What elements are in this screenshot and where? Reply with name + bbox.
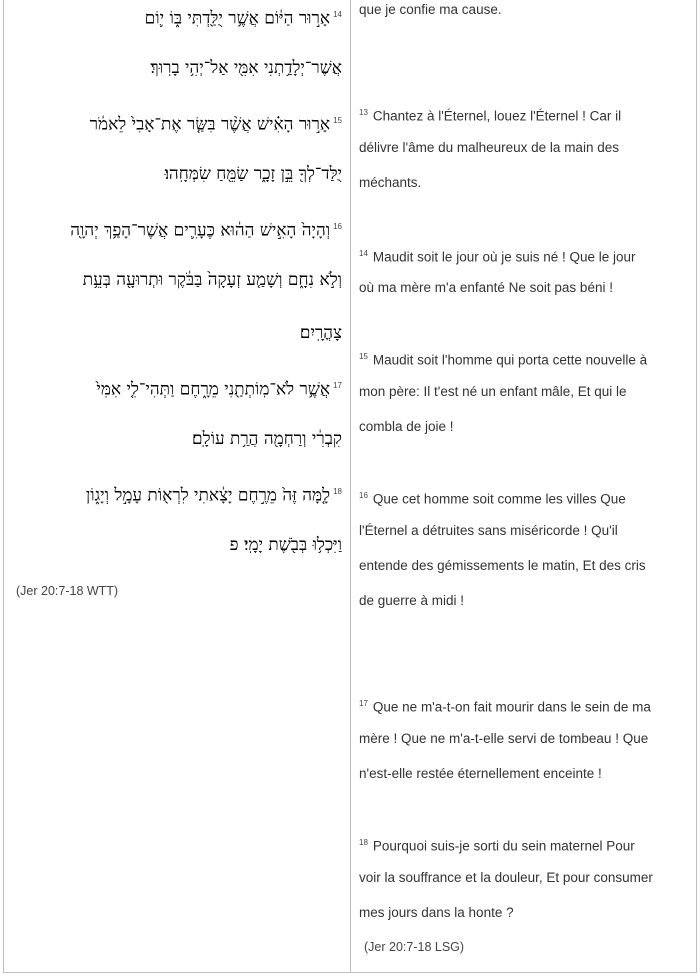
hebrew-verse-number: 17 — [333, 381, 342, 390]
french-verse-16-line-1 — [359, 486, 693, 510]
hebrew-verse-15-line-2 — [10, 161, 342, 187]
hebrew-verse-17-line-2 — [10, 426, 342, 452]
hebrew-text: וַיִּכְל֥וּ בְּבֹ֖שֶׁת יָמָֽי׃ פ — [229, 535, 342, 555]
hebrew-verse-18-line-1 — [10, 479, 342, 509]
hebrew-verse-number: 14 — [333, 10, 342, 19]
french-reference: (Jer 20:7-18 LSG) — [364, 940, 465, 954]
french-verse-14-line-1 — [359, 244, 693, 268]
french-verse-13-line-2: délivre l'âme du malheureux de la main des — [359, 140, 619, 155]
french-verse-18-line-2: voir la souffrance et la douleur, Et pour consumer — [359, 870, 653, 885]
hebrew-text: אָר֣וּר הַיּ֔וֹם אֲשֶׁ֥ר יֻלַּ֖דְתִּי בּ֑וֹ י֛וֹם — [144, 8, 331, 29]
hebrew-text: וְלֹ֣א נִחָ֑ם וְשָׁמַ֤ע זְעָקָה֙ בַּבֹּ֔קֶר וּתְרוּעָ֖ה בְּעֵ֥ת — [82, 270, 342, 290]
hebrew-reference: (Jer 20:7-18 WTT) — [16, 584, 119, 598]
french-verse-16-line-3: entende des gémissements le matin, Et des cris — [359, 558, 646, 573]
hebrew-verse-17-line-1 — [10, 373, 342, 403]
hebrew-text: אָר֣וּר הָאִ֗ישׁ אֲשֶׁ֨ר בִּשַּׂ֤ר אֶת־אָבִי֙ לֵאמֹ֔ר — [89, 114, 331, 135]
french-verse-number: 17 — [359, 699, 368, 708]
french-text: Que ne m'a-t-on fait mourir dans le sein de ma — [372, 699, 651, 715]
french-verse-number: 15 — [359, 352, 368, 361]
hebrew-text: אֲשֶׁר־יְלָדַ֥תְנִי אִמִּ֖י אַל־יְהִ֥י בָרֽוּךְ׃ — [150, 58, 342, 78]
french-verse-18-line-3: mes jours dans la honte ? — [359, 905, 514, 920]
french-verse-14-line-2: où ma mère m'a enfanté Ne soit pas béni ! — [359, 280, 613, 295]
french-text: Chantez à l'Éternel, louez l'Éternel ! Car il — [372, 108, 622, 124]
hebrew-text: קִבְרִ֔י וְרַחְמָ֖ה הֲרַ֥ת עוֹלָֽם׃ — [192, 429, 342, 449]
hebrew-text: צָהֳרָֽיִם׃ — [299, 323, 342, 343]
hebrew-verse-16-line-1 — [10, 214, 342, 244]
french-verse-number: 14 — [359, 249, 368, 258]
hebrew-verse-16-line-2 — [10, 267, 342, 293]
hebrew-verse-16-line-3 — [10, 320, 342, 346]
french-text: Pourquoi suis-je sorti du sein maternel Pour — [372, 838, 635, 854]
hebrew-text: יֻלַּד־לְךָ֖ בֵּ֣ן זָכָ֑ר שַׂמֵּ֖חַ שִׂמְּחָֽהוּ׃ — [164, 164, 342, 184]
hebrew-verse-number: 18 — [333, 487, 342, 496]
french-verse-18-line-1 — [359, 833, 693, 857]
french-verse-number: 13 — [359, 108, 368, 117]
french-verse-16-line-4: de guerre à midi ! — [359, 593, 465, 608]
french-text: Maudit soit le jour où je suis né ! Que le jour — [372, 249, 636, 265]
hebrew-verse-number: 16 — [333, 222, 342, 231]
column-divider — [350, 0, 351, 972]
french-verse-17-line-3: n'est-elle restée éternellement enceinte ! — [359, 766, 602, 781]
french-verse-number: 16 — [359, 491, 368, 500]
french-verse-13-line-1 — [359, 103, 693, 127]
french-verse-16-line-2: l'Éternel a détruites sans miséricorde ! Qu'il — [359, 523, 618, 538]
french-verse-13-line-3: méchants. — [359, 175, 422, 190]
french-verse-17-line-1 — [359, 694, 693, 718]
hebrew-text: וְהָיָה֙ הָאִ֣ישׁ הַה֔וּא כֶּעָרִ֛ים אֲשֶׁר־הָפַ֥ךְ יְהוָ֖ה — [70, 220, 331, 241]
french-verse-17-line-2: mère ! Que ne m'a-t-elle servi de tombeau ! Que — [359, 731, 649, 746]
hebrew-verse-number: 15 — [333, 116, 342, 125]
french-verse-15-line-2: mon père: Il t'est né un enfant mâle, Et qui le — [359, 384, 627, 399]
french-text: Que cet homme soit comme les villes Que — [372, 491, 626, 507]
hebrew-verse-14-line-1 — [10, 2, 342, 32]
hebrew-verse-14-line-2 — [10, 55, 342, 81]
hebrew-verse-15-line-1 — [10, 108, 342, 138]
french-intro-line: que je confie ma cause. — [359, 2, 502, 17]
french-verse-15-line-1 — [359, 347, 693, 371]
french-verse-15-line-3: combla de joie ! — [359, 419, 454, 434]
french-text: Maudit soit l'homme qui porta cette nouvelle à — [372, 352, 648, 368]
french-verse-number: 18 — [359, 838, 368, 847]
hebrew-text: לָ֤מָּה זֶּה֙ מֵרֶ֣חֶם יָצָ֔אתִי לִרְא֖וֹת עָמָ֣ל וְיָג֑וֹן — [85, 485, 331, 506]
hebrew-text: אֲשֶׁ֥ר לֹא־מֽוֹתְתַ֖נִי מֵרָ֑חֶם וַתְּהִי־לִ֤י אִמִּי֙ — [96, 379, 331, 400]
hebrew-verse-18-line-2 — [10, 532, 342, 558]
